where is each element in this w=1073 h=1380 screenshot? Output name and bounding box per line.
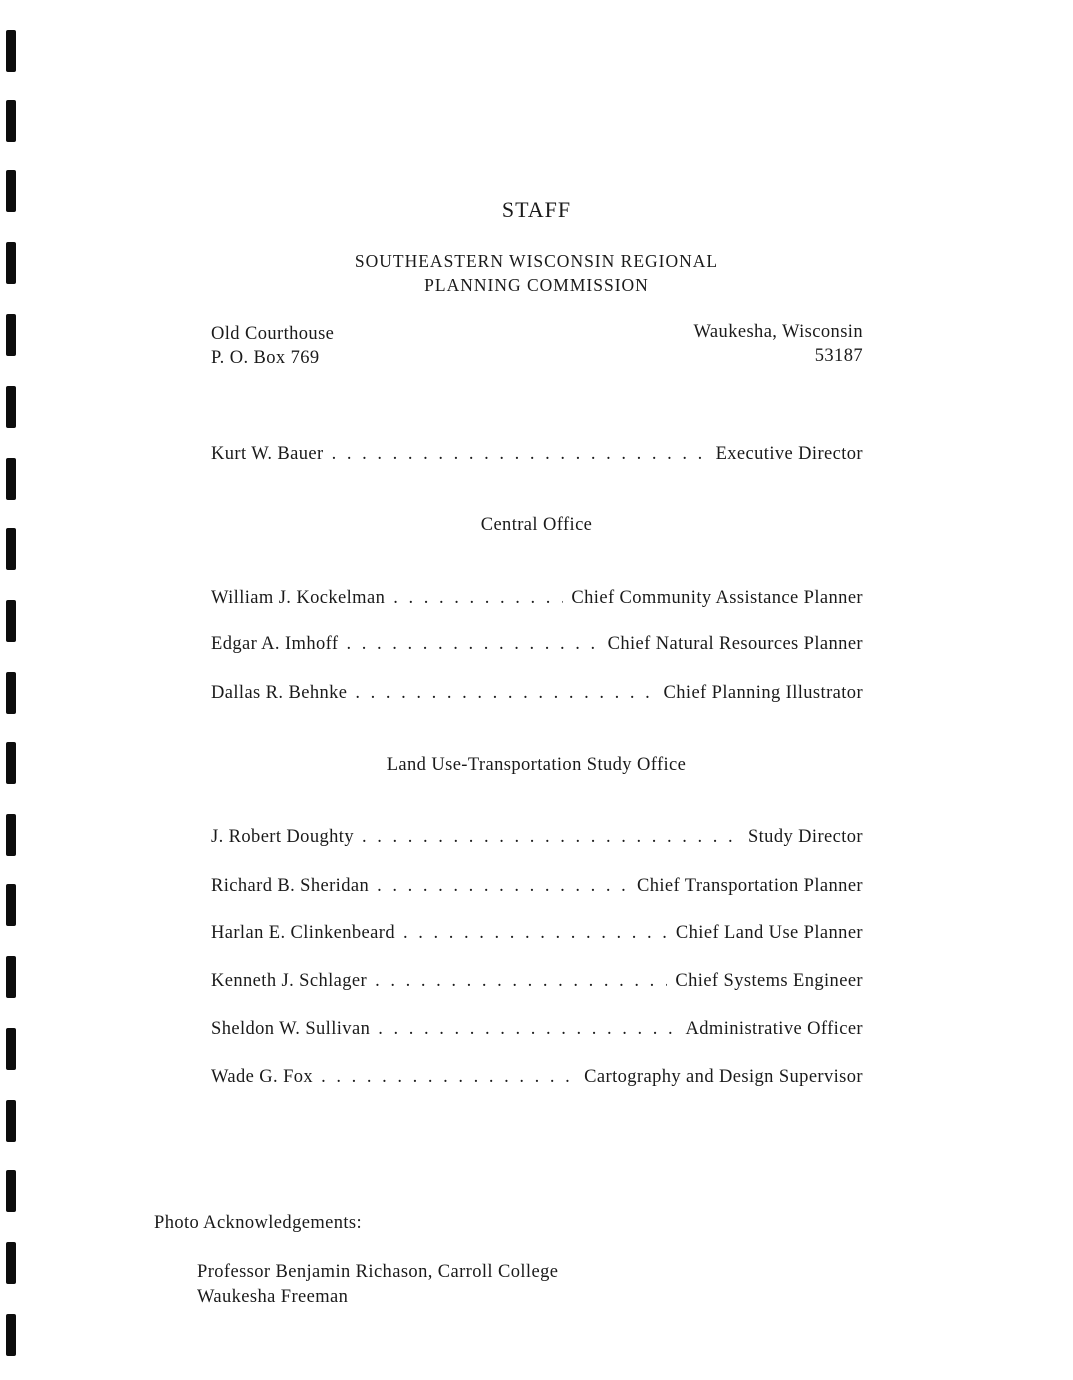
org-name-line2: PLANNING COMMISSION [424, 275, 649, 295]
binding-mark [6, 884, 16, 926]
staff-title: Executive Director [715, 444, 863, 464]
staff-title: Chief Planning Illustrator [663, 683, 863, 703]
staff-row [211, 971, 863, 992]
binding-mark [6, 1170, 16, 1212]
binding-mark [6, 1314, 16, 1356]
staff-row [211, 876, 863, 897]
staff-name: Richard B. Sheridan [211, 876, 370, 896]
binding-mark [6, 1028, 16, 1070]
staff-title: Study Director [747, 827, 863, 847]
address-line2: P. O. Box 769 [211, 348, 320, 368]
staff-row [211, 923, 863, 944]
binding-mark [6, 814, 16, 856]
staff-name: J. Robert Doughty [211, 827, 354, 847]
staff-title: Chief Natural Resources Planner [607, 634, 863, 654]
staff-name: Harlan E. Clinkenbeard [211, 923, 395, 943]
acknowledgement-line: Waukesha Freeman [197, 1287, 349, 1307]
zip-code: 53187 [814, 346, 863, 366]
binding-mark [6, 30, 16, 72]
dot-leader [321, 1067, 576, 1088]
staff-row [211, 1019, 863, 1040]
staff-row [211, 588, 863, 609]
acknowledgement-line: Professor Benjamin Richason, Carroll College [197, 1262, 559, 1282]
org-name-line1: SOUTHEASTERN WISCONSIN REGIONAL [354, 251, 719, 271]
staff-title: Chief Systems Engineer [675, 971, 863, 991]
staff-name: Dallas R. Behnke [211, 683, 348, 703]
staff-name: Edgar A. Imhoff [211, 634, 339, 654]
binding-mark [6, 1100, 16, 1142]
staff-title: Chief Transportation Planner [637, 876, 863, 896]
dot-leader [377, 876, 629, 897]
staff-row [211, 827, 863, 848]
binding-mark [6, 386, 16, 428]
staff-title: Cartography and Design Supervisor [584, 1067, 863, 1087]
dot-leader [393, 588, 563, 609]
dot-leader [362, 827, 740, 848]
staff-title: Chief Community Assistance Planner [571, 588, 863, 608]
binding-mark [6, 100, 16, 142]
binding-mark [6, 672, 16, 714]
dot-leader [346, 634, 599, 655]
dot-leader [403, 923, 668, 944]
dot-leader [355, 683, 655, 704]
staff-row [211, 634, 863, 655]
binding-mark [6, 314, 16, 356]
page-title: STAFF [501, 197, 572, 222]
address-line1: Old Courthouse [211, 324, 335, 344]
staff-name: Kurt W. Bauer [211, 444, 324, 464]
staff-row [211, 683, 863, 704]
staff-name: Wade G. Fox [211, 1067, 314, 1087]
acknowledgements-heading: Photo Acknowledgements: [154, 1213, 363, 1233]
binding-mark [6, 1242, 16, 1284]
staff-title: Chief Land Use Planner [675, 923, 863, 943]
dot-leader [332, 444, 708, 465]
dot-leader [375, 971, 667, 992]
binding-mark [6, 600, 16, 642]
staff-name: Sheldon W. Sullivan [211, 1019, 371, 1039]
binding-mark [6, 458, 16, 500]
section-heading-central-office: Central Office [480, 515, 593, 535]
binding-mark [6, 956, 16, 998]
staff-row-director [211, 444, 863, 465]
staff-title: Administrative Officer [685, 1019, 863, 1039]
staff-name: William J. Kockelman [211, 588, 386, 608]
staff-row [211, 1067, 863, 1088]
section-heading-study-office: Land Use-Transportation Study Office [386, 755, 687, 775]
city-state: Waukesha, Wisconsin [693, 322, 863, 342]
staff-name: Kenneth J. Schlager [211, 971, 368, 991]
dot-leader [378, 1019, 677, 1040]
